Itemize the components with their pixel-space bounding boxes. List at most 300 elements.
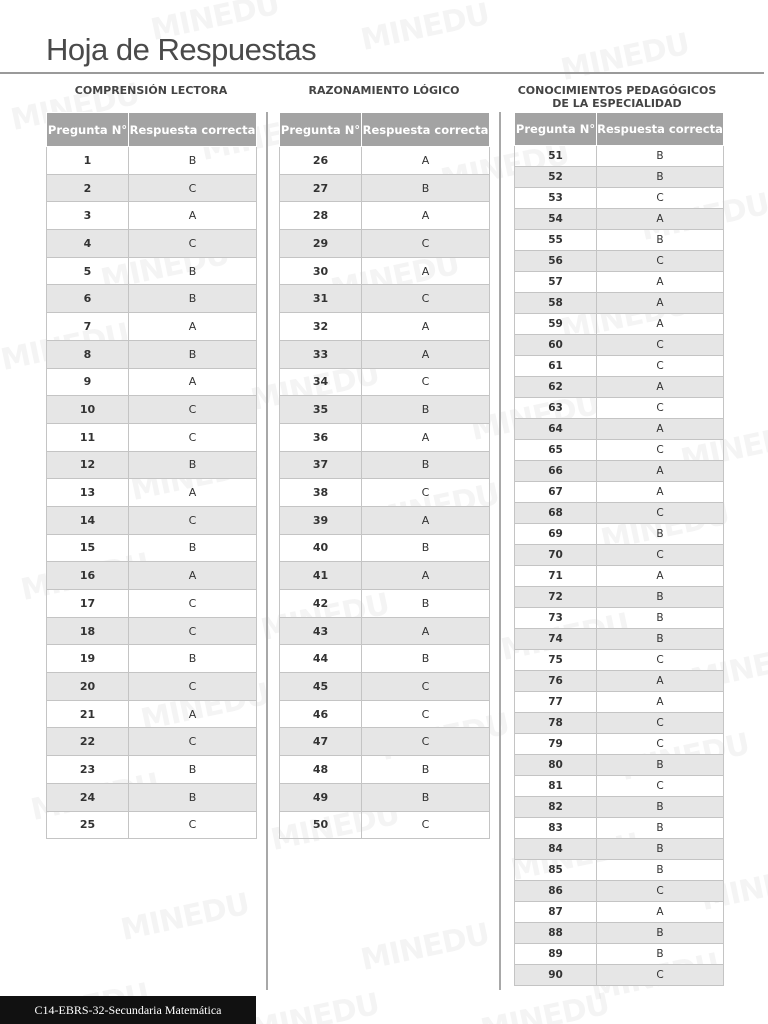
question-number: 69 — [515, 524, 597, 545]
table-row — [515, 587, 724, 608]
watermark-text — [478, 987, 612, 1024]
table-row — [515, 797, 724, 818]
answer-table-comprension-lectora — [46, 112, 257, 839]
question-number: 43 — [280, 617, 362, 645]
correct-answer: A — [597, 419, 724, 440]
table-row — [515, 839, 724, 860]
table-row — [280, 811, 490, 839]
question-number: 45 — [280, 673, 362, 701]
question-number: 80 — [515, 755, 597, 776]
correct-answer: B — [597, 587, 724, 608]
correct-answer: A — [362, 423, 490, 451]
watermark-text — [118, 887, 252, 948]
table-row — [515, 146, 724, 167]
table-row — [47, 617, 257, 645]
correct-answer: C — [129, 811, 257, 839]
table-body — [280, 147, 490, 839]
correct-answer: A — [597, 566, 724, 587]
table-row — [515, 335, 724, 356]
correct-answer: A — [362, 562, 490, 590]
table-row — [515, 944, 724, 965]
question-number: 40 — [280, 534, 362, 562]
table-row — [515, 755, 724, 776]
correct-answer: C — [362, 811, 490, 839]
question-number: 70 — [515, 545, 597, 566]
correct-answer: C — [597, 650, 724, 671]
section-title-comprension-lectora: COMPRENSIÓN LECTORA — [74, 84, 228, 97]
correct-answer: C — [129, 506, 257, 534]
correct-answer: B — [597, 923, 724, 944]
question-number: 67 — [515, 482, 597, 503]
section-title-razonamiento-logico: RAZONAMIENTO LÓGICO — [308, 84, 460, 97]
correct-answer: C — [597, 335, 724, 356]
table-row — [280, 506, 490, 534]
table-row — [280, 645, 490, 673]
correct-answer: B — [362, 451, 490, 479]
table-row — [47, 340, 257, 368]
title-divider — [0, 72, 764, 74]
question-number: 61 — [515, 356, 597, 377]
correct-answer: A — [362, 313, 490, 341]
correct-answer: C — [597, 776, 724, 797]
table-row — [280, 451, 490, 479]
table-body — [47, 147, 257, 839]
correct-answer: C — [597, 545, 724, 566]
table-row — [280, 673, 490, 701]
question-number: 35 — [280, 396, 362, 424]
table-row — [515, 965, 724, 986]
question-number: 78 — [515, 713, 597, 734]
question-number: 55 — [515, 230, 597, 251]
question-number: 46 — [280, 700, 362, 728]
section-title-line-2: DE LA ESPECIALIDAD — [552, 97, 682, 110]
table-row — [280, 368, 490, 396]
correct-answer: C — [362, 285, 490, 313]
question-number: 49 — [280, 783, 362, 811]
question-number: 76 — [515, 671, 597, 692]
question-number: 38 — [280, 479, 362, 507]
question-number: 51 — [515, 146, 597, 167]
table-row — [280, 728, 490, 756]
correct-answer: C — [597, 965, 724, 986]
question-number: 62 — [515, 377, 597, 398]
correct-answer: B — [362, 534, 490, 562]
question-number: 65 — [515, 440, 597, 461]
table-row — [47, 423, 257, 451]
table-row — [47, 728, 257, 756]
table-row — [47, 174, 257, 202]
page-title: Hoja de Respuestas — [46, 32, 317, 67]
table-row — [280, 783, 490, 811]
question-number: 36 — [280, 423, 362, 451]
correct-answer: A — [597, 902, 724, 923]
table-row — [280, 562, 490, 590]
correct-answer: A — [129, 202, 257, 230]
question-number: 66 — [515, 461, 597, 482]
table-row — [47, 396, 257, 424]
correct-answer: A — [129, 313, 257, 341]
correct-answer: A — [597, 671, 724, 692]
table-row — [515, 482, 724, 503]
table-row — [515, 398, 724, 419]
question-number: 30 — [280, 257, 362, 285]
question-number: 81 — [515, 776, 597, 797]
question-number: 72 — [515, 587, 597, 608]
table-row — [47, 562, 257, 590]
correct-answer: C — [362, 479, 490, 507]
question-number: 63 — [515, 398, 597, 419]
correct-answer: B — [362, 756, 490, 784]
correct-answer: B — [362, 645, 490, 673]
table-row — [515, 566, 724, 587]
question-number: 56 — [515, 251, 597, 272]
question-number: 1 — [47, 147, 129, 175]
correct-answer: B — [597, 755, 724, 776]
correct-answer: C — [362, 700, 490, 728]
question-number: 10 — [47, 396, 129, 424]
question-number: 57 — [515, 272, 597, 293]
question-number: 53 — [515, 188, 597, 209]
correct-answer: C — [129, 396, 257, 424]
question-number: 15 — [47, 534, 129, 562]
correct-answer: B — [129, 645, 257, 673]
question-number: 14 — [47, 506, 129, 534]
header-pregunta: Pregunta N° — [515, 113, 597, 146]
question-number: 18 — [47, 617, 129, 645]
table-row — [280, 174, 490, 202]
question-number: 34 — [280, 368, 362, 396]
table-row — [47, 147, 257, 175]
correct-answer: B — [597, 167, 724, 188]
correct-answer: A — [597, 293, 724, 314]
question-number: 84 — [515, 839, 597, 860]
correct-answer: B — [129, 756, 257, 784]
table-row — [280, 396, 490, 424]
correct-answer: A — [129, 479, 257, 507]
question-number: 90 — [515, 965, 597, 986]
table-row — [47, 451, 257, 479]
question-number: 5 — [47, 257, 129, 285]
table-row — [47, 811, 257, 839]
header-respuesta: Respuesta correcta — [362, 113, 490, 147]
question-number: 85 — [515, 860, 597, 881]
question-number: 37 — [280, 451, 362, 479]
correct-answer: C — [129, 423, 257, 451]
question-number: 41 — [280, 562, 362, 590]
question-number: 11 — [47, 423, 129, 451]
question-number: 13 — [47, 479, 129, 507]
table-row — [280, 756, 490, 784]
question-number: 28 — [280, 202, 362, 230]
table-row — [280, 700, 490, 728]
table-row — [280, 534, 490, 562]
table-row — [515, 524, 724, 545]
question-number: 54 — [515, 209, 597, 230]
correct-answer: B — [597, 608, 724, 629]
question-number: 89 — [515, 944, 597, 965]
table-row — [47, 285, 257, 313]
table-row — [515, 545, 724, 566]
question-number: 29 — [280, 230, 362, 258]
correct-answer: A — [362, 506, 490, 534]
table-row — [280, 423, 490, 451]
table-row — [515, 692, 724, 713]
table-row — [515, 902, 724, 923]
question-number: 77 — [515, 692, 597, 713]
table-row — [515, 629, 724, 650]
footer-document-code: C14-EBRS-32-Secundaria Matemática — [0, 996, 256, 1024]
table-row — [515, 209, 724, 230]
header-pregunta: Pregunta N° — [280, 113, 362, 147]
correct-answer: A — [129, 562, 257, 590]
table-row — [47, 368, 257, 396]
column-divider-2 — [499, 112, 501, 990]
correct-answer: C — [597, 188, 724, 209]
correct-answer: A — [362, 257, 490, 285]
table-row — [280, 617, 490, 645]
table-row — [515, 818, 724, 839]
correct-answer: C — [597, 503, 724, 524]
header-pregunta: Pregunta N° — [47, 113, 129, 147]
table-row — [280, 479, 490, 507]
table-row — [515, 650, 724, 671]
table-row — [47, 673, 257, 701]
question-number: 24 — [47, 783, 129, 811]
table-row — [280, 257, 490, 285]
table-row — [515, 734, 724, 755]
question-number: 32 — [280, 313, 362, 341]
correct-answer: C — [129, 673, 257, 701]
correct-answer: B — [362, 783, 490, 811]
table-row — [515, 188, 724, 209]
correct-answer: C — [597, 881, 724, 902]
question-number: 52 — [515, 167, 597, 188]
table-row — [280, 313, 490, 341]
correct-answer: B — [597, 818, 724, 839]
question-number: 31 — [280, 285, 362, 313]
correct-answer: C — [597, 440, 724, 461]
correct-answer: B — [597, 839, 724, 860]
correct-answer: C — [129, 728, 257, 756]
correct-answer: C — [362, 230, 490, 258]
table-row — [280, 285, 490, 313]
table-header-row — [515, 113, 724, 146]
correct-answer: C — [597, 356, 724, 377]
question-number: 4 — [47, 230, 129, 258]
question-number: 68 — [515, 503, 597, 524]
question-number: 8 — [47, 340, 129, 368]
question-number: 12 — [47, 451, 129, 479]
correct-answer: B — [362, 396, 490, 424]
correct-answer: A — [362, 617, 490, 645]
correct-answer: B — [129, 451, 257, 479]
table-row — [47, 479, 257, 507]
header-respuesta: Respuesta correcta — [129, 113, 257, 147]
correct-answer: B — [129, 285, 257, 313]
question-number: 58 — [515, 293, 597, 314]
table-row — [515, 923, 724, 944]
question-number: 75 — [515, 650, 597, 671]
correct-answer: B — [362, 174, 490, 202]
question-number: 73 — [515, 608, 597, 629]
table-row — [47, 534, 257, 562]
table-row — [515, 167, 724, 188]
table-row — [515, 314, 724, 335]
question-number: 86 — [515, 881, 597, 902]
question-number: 26 — [280, 147, 362, 175]
question-number: 17 — [47, 590, 129, 618]
question-number: 88 — [515, 923, 597, 944]
correct-answer: A — [362, 147, 490, 175]
correct-answer: B — [597, 860, 724, 881]
header-respuesta: Respuesta correcta — [597, 113, 724, 146]
correct-answer: B — [129, 340, 257, 368]
correct-answer: A — [129, 368, 257, 396]
question-number: 20 — [47, 673, 129, 701]
watermark-text — [558, 27, 692, 88]
table-row — [515, 461, 724, 482]
question-number: 16 — [47, 562, 129, 590]
table-row — [47, 313, 257, 341]
correct-answer: B — [597, 146, 724, 167]
correct-answer: C — [597, 398, 724, 419]
question-number: 22 — [47, 728, 129, 756]
table-header-row — [47, 113, 257, 147]
correct-answer: A — [362, 202, 490, 230]
correct-answer: B — [129, 147, 257, 175]
question-number: 25 — [47, 811, 129, 839]
question-number: 71 — [515, 566, 597, 587]
correct-answer: B — [597, 944, 724, 965]
correct-answer: B — [597, 230, 724, 251]
correct-answer: C — [597, 734, 724, 755]
table-row — [515, 251, 724, 272]
table-row — [47, 783, 257, 811]
table-row — [515, 356, 724, 377]
question-number: 39 — [280, 506, 362, 534]
correct-answer: C — [129, 230, 257, 258]
table-row — [47, 700, 257, 728]
table-row — [515, 272, 724, 293]
table-header-row — [280, 113, 490, 147]
question-number: 2 — [47, 174, 129, 202]
correct-answer: A — [597, 461, 724, 482]
watermark-text — [358, 917, 492, 978]
correct-answer: A — [362, 340, 490, 368]
question-number: 48 — [280, 756, 362, 784]
correct-answer: A — [597, 272, 724, 293]
question-number: 23 — [47, 756, 129, 784]
correct-answer: B — [597, 524, 724, 545]
table-row — [515, 881, 724, 902]
question-number: 3 — [47, 202, 129, 230]
question-number: 64 — [515, 419, 597, 440]
correct-answer: B — [362, 590, 490, 618]
table-row — [515, 671, 724, 692]
section-title-conocimientos-pedagogicos — [512, 84, 722, 110]
correct-answer: B — [597, 797, 724, 818]
table-row — [47, 230, 257, 258]
column-divider-1 — [266, 112, 268, 990]
question-number: 6 — [47, 285, 129, 313]
correct-answer: B — [129, 534, 257, 562]
question-number: 33 — [280, 340, 362, 368]
table-row — [515, 293, 724, 314]
table-row — [280, 340, 490, 368]
table-row — [280, 590, 490, 618]
table-row — [515, 419, 724, 440]
correct-answer: C — [597, 251, 724, 272]
correct-answer: A — [597, 482, 724, 503]
question-number: 7 — [47, 313, 129, 341]
correct-answer: C — [362, 728, 490, 756]
table-row — [515, 860, 724, 881]
question-number: 42 — [280, 590, 362, 618]
table-row — [47, 506, 257, 534]
answer-table-conocimientos-pedagogicos — [514, 112, 724, 986]
correct-answer: B — [129, 257, 257, 285]
question-number: 59 — [515, 314, 597, 335]
table-row — [47, 645, 257, 673]
section-title-line-1: CONOCIMIENTOS PEDAGÓGICOS — [517, 84, 717, 97]
question-number: 9 — [47, 368, 129, 396]
correct-answer: C — [597, 713, 724, 734]
question-number: 82 — [515, 797, 597, 818]
question-number: 74 — [515, 629, 597, 650]
table-row — [47, 756, 257, 784]
question-number: 50 — [280, 811, 362, 839]
correct-answer: A — [129, 700, 257, 728]
table-row — [47, 202, 257, 230]
correct-answer: A — [597, 209, 724, 230]
question-number: 44 — [280, 645, 362, 673]
correct-answer: C — [362, 673, 490, 701]
table-row — [515, 776, 724, 797]
answer-table-razonamiento-logico — [279, 112, 490, 839]
correct-answer: C — [362, 368, 490, 396]
correct-answer: A — [597, 692, 724, 713]
table-row — [515, 503, 724, 524]
table-row — [515, 440, 724, 461]
table-row — [280, 202, 490, 230]
question-number: 60 — [515, 335, 597, 356]
question-number: 83 — [515, 818, 597, 839]
watermark-text — [358, 0, 492, 58]
correct-answer: C — [129, 617, 257, 645]
question-number: 47 — [280, 728, 362, 756]
question-number: 27 — [280, 174, 362, 202]
correct-answer: B — [597, 629, 724, 650]
question-number: 87 — [515, 902, 597, 923]
question-number: 21 — [47, 700, 129, 728]
table-row — [515, 713, 724, 734]
correct-answer: A — [597, 314, 724, 335]
table-row — [515, 377, 724, 398]
table-row — [47, 590, 257, 618]
table-row — [515, 608, 724, 629]
table-row — [47, 257, 257, 285]
table-row — [280, 147, 490, 175]
question-number: 79 — [515, 734, 597, 755]
table-row — [515, 230, 724, 251]
question-number: 19 — [47, 645, 129, 673]
table-body — [515, 146, 724, 986]
table-row — [280, 230, 490, 258]
correct-answer: C — [129, 174, 257, 202]
correct-answer: A — [597, 377, 724, 398]
watermark-text — [248, 987, 382, 1024]
correct-answer: C — [129, 590, 257, 618]
